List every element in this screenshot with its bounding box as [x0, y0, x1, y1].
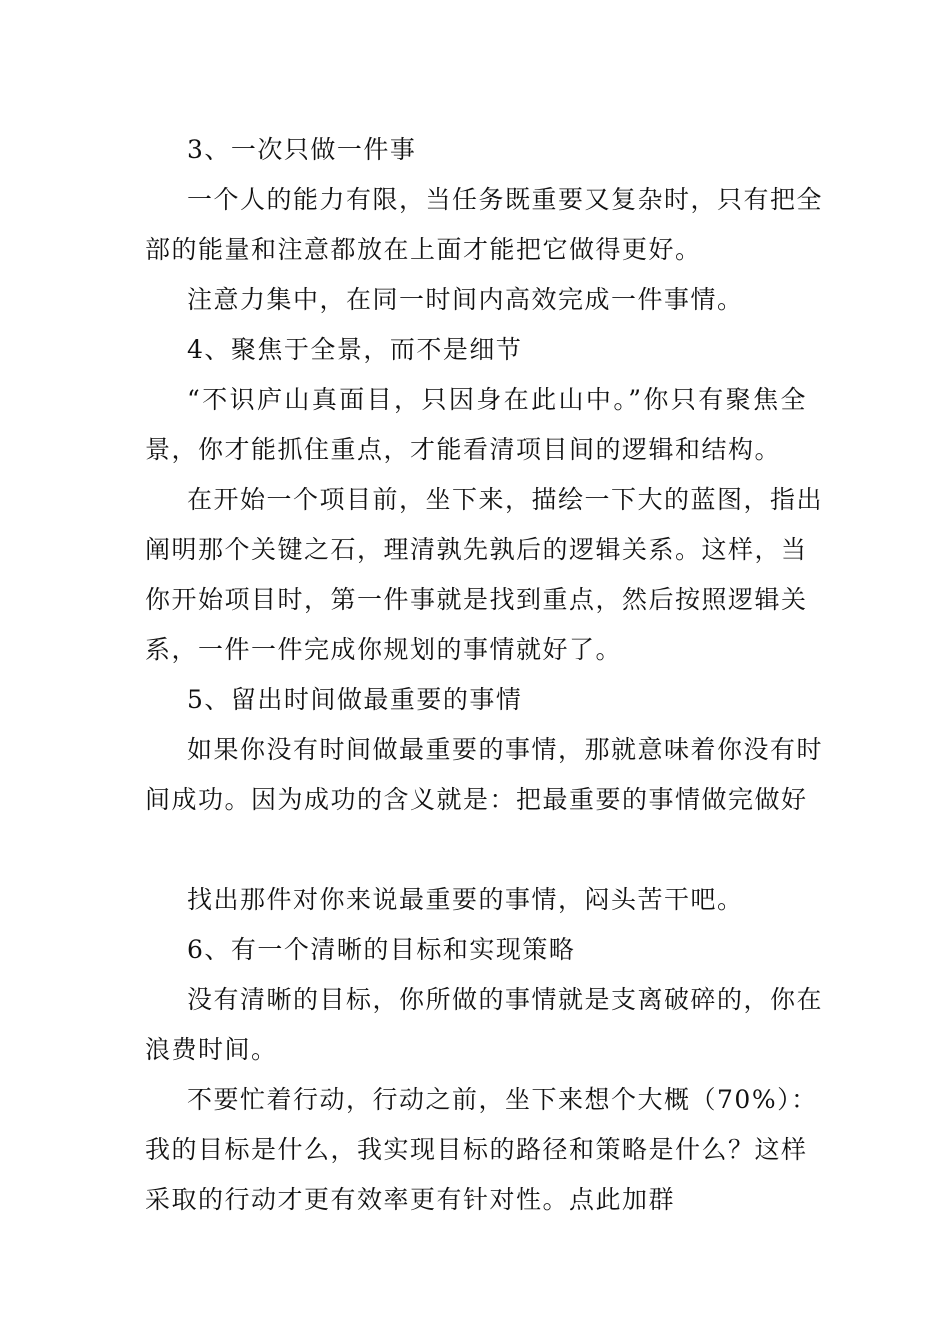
paragraph-line: 一个人的能力有限，当任务既重要又复杂时，只有把全: [187, 185, 824, 214]
paragraph-line: 阐明那个关键之石，理清孰先孰后的逻辑关系。这样，当: [145, 535, 808, 564]
heading-6: 6、有一个清晰的目标和实现策略: [187, 935, 576, 964]
paragraph-line-with-link: 采取的行动才更有效率更有针对性。点此加群: [145, 1185, 676, 1214]
paragraph-line: 我的目标是什么，我实现目标的路径和策略是什么？这样: [145, 1135, 808, 1164]
paragraph-line: “不识庐山真面目，只因身在此山中。”你只有聚焦全: [187, 385, 807, 414]
paragraph-line: 在开始一个项目前，坐下来，描绘一下大的蓝图，指出: [187, 485, 824, 514]
heading-3: 3、一次只做一件事: [187, 135, 417, 164]
paragraph-line: 景，你才能抓住重点，才能看清项目间的逻辑和结构。: [145, 435, 782, 464]
paragraph-line: 浪费时间。: [145, 1035, 278, 1064]
paragraph-line: 你开始项目时，第一件事就是找到重点，然后按照逻辑关: [145, 585, 808, 614]
paragraph-line: 系，一件一件完成你规划的事情就好了。: [145, 635, 623, 664]
paragraph-line: 间成功。因为成功的含义就是：把最重要的事情做完做好: [145, 785, 808, 814]
heading-5: 5、留出时间做最重要的事情: [187, 685, 523, 714]
paragraph-line: 注意力集中，在同一时间内高效完成一件事情。: [187, 285, 744, 314]
heading-4: 4、聚焦于全景，而不是细节: [187, 335, 523, 364]
paragraph-line: 没有清晰的目标，你所做的事情就是支离破碎的，你在: [187, 985, 824, 1014]
paragraph-line: 如果你没有时间做最重要的事情，那就意味着你没有时: [187, 735, 824, 764]
paragraph-line: 找出那件对你来说最重要的事情，闷头苦干吧。: [187, 885, 744, 914]
paragraph-line: 不要忙着行动，行动之前，坐下来想个大概（70%）：: [187, 1085, 818, 1114]
paragraph-line: 部的能量和注意都放在上面才能把它做得更好。: [145, 235, 702, 264]
